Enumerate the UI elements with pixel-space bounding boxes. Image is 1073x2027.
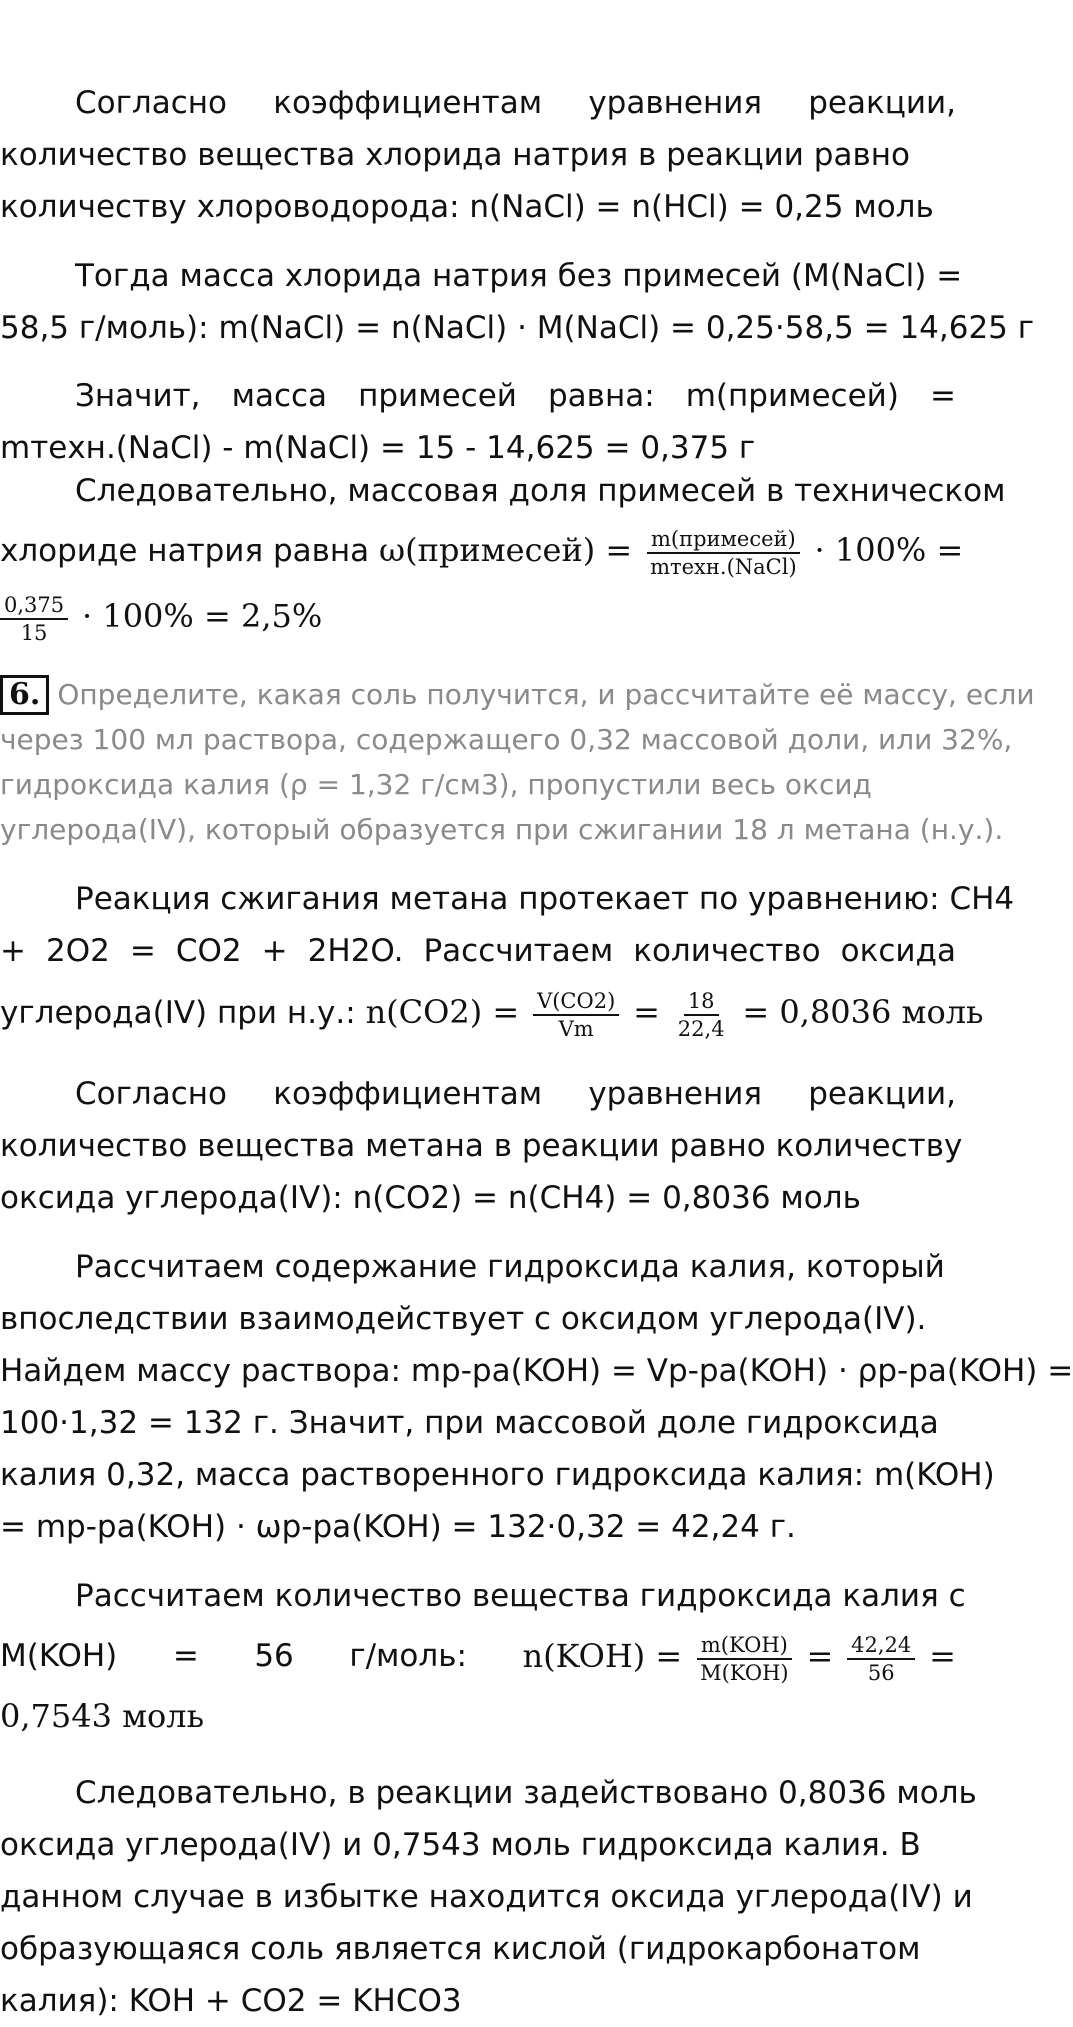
text-line: количество вещества метана в реакции равно количеству: [0, 1128, 963, 1164]
paragraph-koh-content: [0, 1241, 1073, 1553]
koh-formula: [522, 1622, 955, 1690]
paragraph-conclusion: [0, 1767, 977, 2027]
text-line: Следовательно, массовая доля примесей в техническом: [75, 473, 1006, 509]
text-line: образующаяся соль является кислой (гидрокарбонатом: [0, 1931, 921, 1967]
text-line: калия): KOH + CO2 = KHCO3: [0, 1983, 462, 2019]
text-line: Рассчитаем содержание гидроксида калия, который: [75, 1249, 945, 1285]
word: 56: [254, 1638, 294, 1674]
fraction-numerator: V(CO2): [533, 988, 619, 1016]
fraction-numerator: m(KOH): [697, 1632, 792, 1660]
text-line: 100·1,32 = 132 г. Значит, при массовой доле гидроксида: [0, 1405, 939, 1441]
text-line: = mр-ра(KOH) · ωр-ра(KOH) = 132·0,32 = 42,24 г.: [0, 1509, 796, 1545]
word: CO2: [175, 933, 242, 969]
word: равна:: [548, 378, 655, 414]
task-statement: [0, 672, 1035, 852]
paragraph-coefficients-methane: [0, 1068, 963, 1224]
text-line: [0, 925, 956, 977]
word: Согласно: [75, 1076, 227, 1112]
fraction-numerator: 0,375: [0, 592, 68, 620]
formula-lhs: n(KOH) =: [522, 1637, 683, 1675]
word: =: [129, 933, 156, 969]
fraction: [847, 1632, 915, 1686]
formula-line: [0, 583, 956, 649]
fraction-denominator: 56: [867, 1660, 895, 1685]
fraction: [696, 1632, 793, 1686]
text-line: впоследствии взаимодействует с оксидом углерода(IV).: [0, 1301, 927, 1337]
fraction: [646, 526, 801, 580]
formula-line: [0, 1622, 956, 1690]
text-line: mтехн.(NaCl) - m(NaCl) = 15 - 14,625 = 0,375 г: [0, 430, 756, 466]
word: реакции,: [808, 85, 956, 121]
formula-line: [0, 517, 964, 583]
fraction-denominator: 22,4: [677, 1016, 725, 1041]
fraction: [674, 988, 729, 1042]
text-line: через 100 мл раствора, содержащего 0,32 массовой доли, или 32%,: [0, 723, 1013, 756]
text-line: Следовательно, в реакции задействовано 0,8036 моль: [75, 1775, 977, 1811]
fraction-numerator: 18: [684, 988, 719, 1016]
word: 2O2: [46, 933, 110, 969]
formula-result: · 100% = 2,5%: [81, 597, 323, 635]
text-line: [0, 370, 956, 422]
equals-sign: =: [806, 1637, 834, 1675]
text-fragment: хлориде натрия равна: [0, 533, 370, 569]
word: оксида: [840, 933, 956, 969]
word: масса: [231, 378, 328, 414]
text-line: калия 0,32, масса растворенного гидроксида калия: m(KOH): [0, 1457, 995, 1493]
formula-lhs: n(CO2) =: [365, 993, 520, 1031]
word: г/моль:: [349, 1638, 467, 1674]
text-fragment: углерода(IV) при н.у.:: [0, 995, 356, 1031]
word: уравнения: [588, 85, 763, 121]
fraction: [533, 988, 619, 1042]
word: примесей: [358, 378, 517, 414]
fraction: [0, 592, 68, 646]
text-line: Рассчитаем количество вещества гидроксида калия с: [75, 1578, 966, 1614]
word: +: [261, 933, 288, 969]
paragraph-methane-combustion: [0, 873, 1015, 1047]
word: коэффициентам: [273, 1076, 543, 1112]
fraction-numerator: 42,24: [847, 1632, 915, 1660]
text-line: количество вещества хлорида натрия в реакции равно: [0, 137, 910, 173]
text-line: Реакция сжигания метана протекает по уравнению: CH4: [75, 881, 1015, 917]
text-line: Тогда масса хлорида натрия без примесей (M(NaCl) =: [75, 258, 963, 294]
word: уравнения: [588, 1076, 763, 1112]
fraction-denominator: 15: [20, 620, 48, 645]
word: Согласно: [75, 85, 227, 121]
equals-sign: =: [633, 993, 660, 1031]
text-line: [0, 672, 1035, 717]
text-line: [0, 77, 956, 129]
fraction-denominator: Vm: [558, 1016, 594, 1041]
word: M(KOH): [0, 1638, 118, 1674]
formula-rhs: · 100% =: [814, 531, 964, 569]
word: Рассчитаем: [423, 933, 614, 969]
task-number-badge: 6.: [0, 675, 49, 715]
word: =: [929, 378, 956, 414]
formula-lhs: ω(примесей) =: [379, 531, 633, 569]
fraction-denominator: mтехн.(NaCl): [650, 554, 797, 579]
formula-result: = 0,8036 моль: [742, 993, 984, 1031]
fraction-denominator: M(KOH): [700, 1660, 789, 1685]
paragraph-koh-amount: [0, 1570, 966, 1742]
word: m(примесей): [685, 378, 899, 414]
word: реакции,: [808, 1076, 956, 1112]
text-line: Найдем массу раствора: mр-ра(KOH) = Vр-ра(KOH) · ρр-ра(KOH) =: [0, 1353, 1073, 1389]
formula-line: [0, 977, 984, 1047]
text-line: количеству хлороводорода: n(NaCl) = n(HCl) = 0,25 моль: [0, 189, 934, 225]
word: Значит,: [75, 378, 201, 414]
word: количество: [633, 933, 821, 969]
paragraph-impurities-mass: [0, 370, 956, 474]
text-line: гидроксида калия (ρ = 1,32 г/см3), пропустили весь оксид: [0, 768, 872, 801]
word: =: [172, 1638, 199, 1674]
text-line: оксида углерода(IV) и 0,7543 моль гидроксида калия. В: [0, 1827, 921, 1863]
text-line: оксида углерода(IV): n(CO2) = n(CH4) = 0,8036 моль: [0, 1180, 861, 1216]
text-line: [0, 1068, 956, 1120]
word: коэффициентам: [273, 85, 543, 121]
word: +: [0, 933, 26, 969]
text-line: 58,5 г/моль): m(NaCl) = n(NaCl) · M(NaCl) = 0,25·58,5 = 14,625 г: [0, 310, 1035, 346]
fraction-numerator: m(примесей): [647, 526, 800, 554]
formula-result: 0,7543 моль: [0, 1697, 205, 1735]
equals-sign: =: [929, 1637, 956, 1675]
paragraph-mass-nacl: [0, 250, 1035, 354]
text-line: данном случае в избытке находится оксида углерода(IV) и: [0, 1879, 973, 1915]
text-line: углерода(IV), который образуется при сжигании 18 л метана (н.у.).: [0, 813, 1004, 846]
task-text: Определите, какая соль получится, и рассчитайте её массу, если: [57, 678, 1035, 711]
paragraph-coefficients-nacl: [0, 77, 956, 233]
paragraph-impurity-fraction: [0, 465, 1006, 649]
word: 2H2O.: [307, 933, 404, 969]
